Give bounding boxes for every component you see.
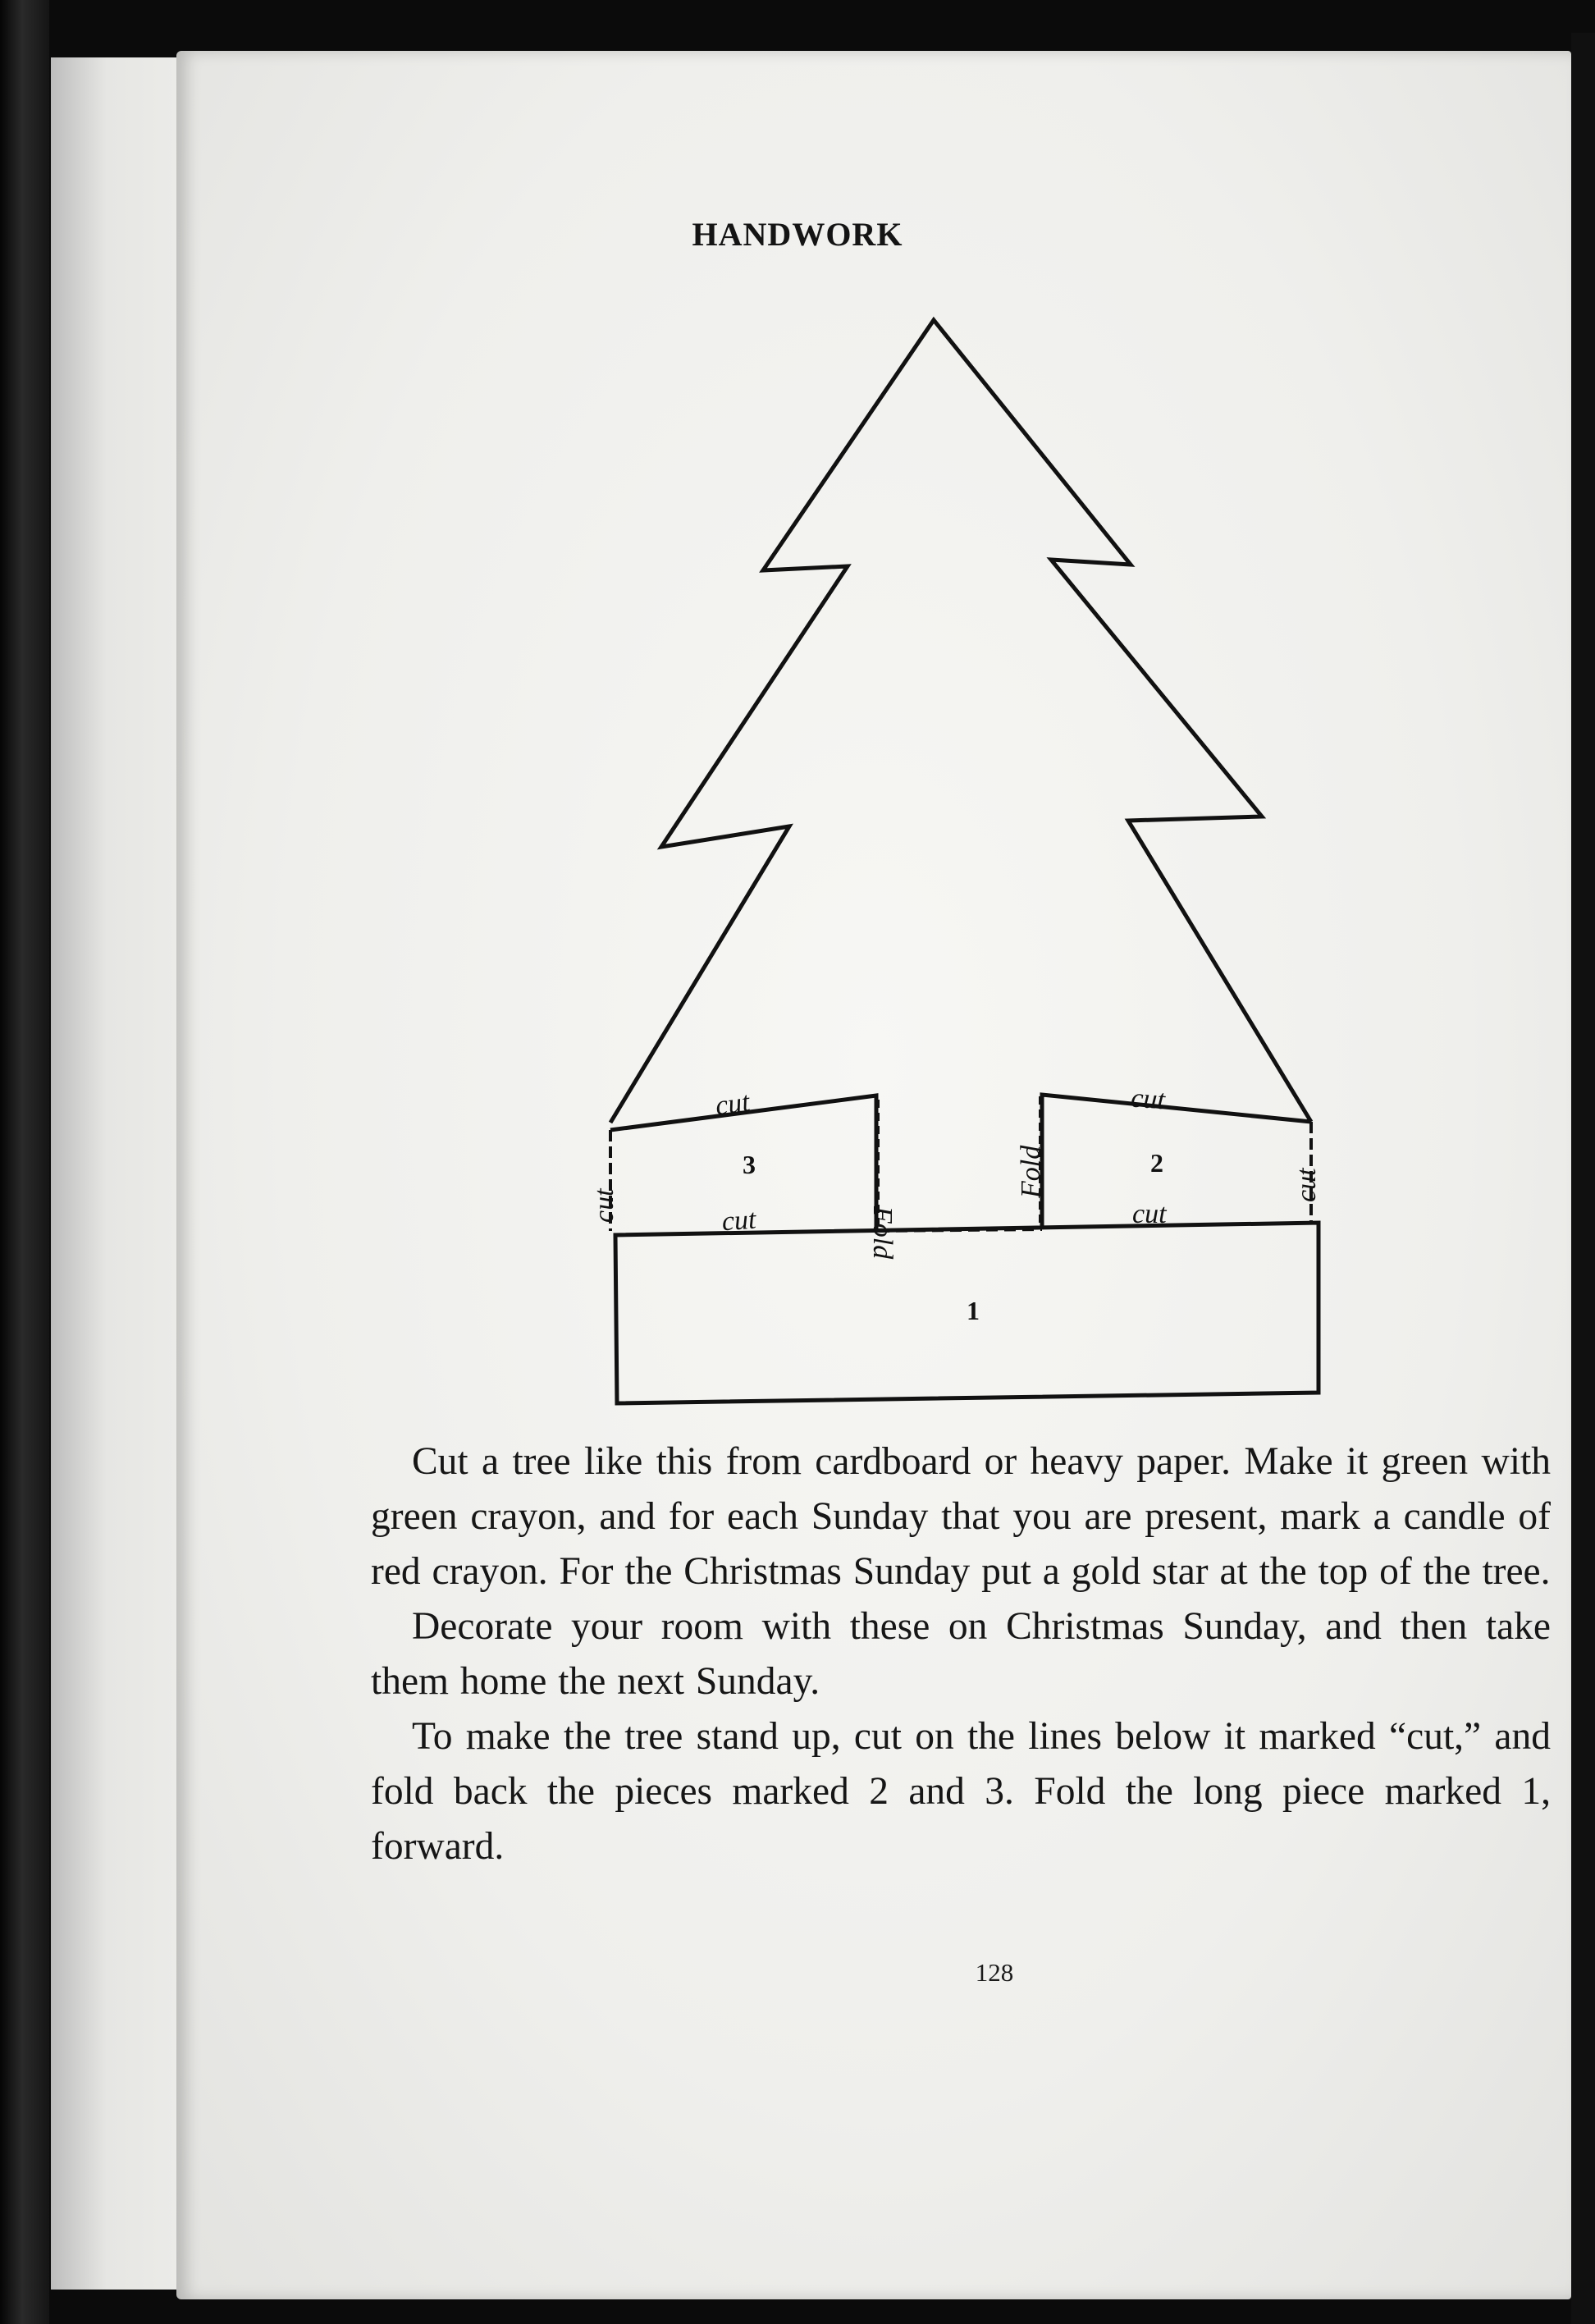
page-number: 128 [975,1958,1014,1987]
label-piece-1: 1 [967,1296,980,1325]
label-fold-left: Fold [867,1206,898,1260]
label-cut-left-side: cut [589,1188,619,1223]
label-cut-bottom-left: cut [720,1204,757,1237]
paragraph-1: Cut a tree like this from cardboard or heavy paper. Make it green with green crayon, and for each Sunday that you are present, mark a candle of red crayon. For the Christmas Sunday put a gold star at the top of the tree. [371,1440,1551,1593]
instructions-text [371,1434,1551,1874]
paragraph-3: To make the tree stand up, cut on the lines below it marked “cut,” and fold back the pieces marked 2 and 3. Fold the long piece marked 1, forward. [371,1715,1551,1868]
tab-2-outline [1042,1095,1311,1228]
page-heading: HANDWORK [692,216,903,253]
paragraph-2: Decorate your room with these on Christmas Sunday, and then take them home the next Sunday. [371,1605,1551,1703]
label-piece-3: 3 [743,1150,756,1179]
label-cut-top-right: cut [1130,1082,1167,1116]
label-cut-right-side: cut [1291,1168,1322,1202]
label-piece-2: 2 [1150,1148,1163,1178]
tree-outline [610,320,1311,1123]
label-fold-right: Fold [1016,1145,1046,1198]
label-cut-bottom-right: cut [1132,1199,1167,1229]
label-cut-top-left: cut [713,1087,752,1122]
